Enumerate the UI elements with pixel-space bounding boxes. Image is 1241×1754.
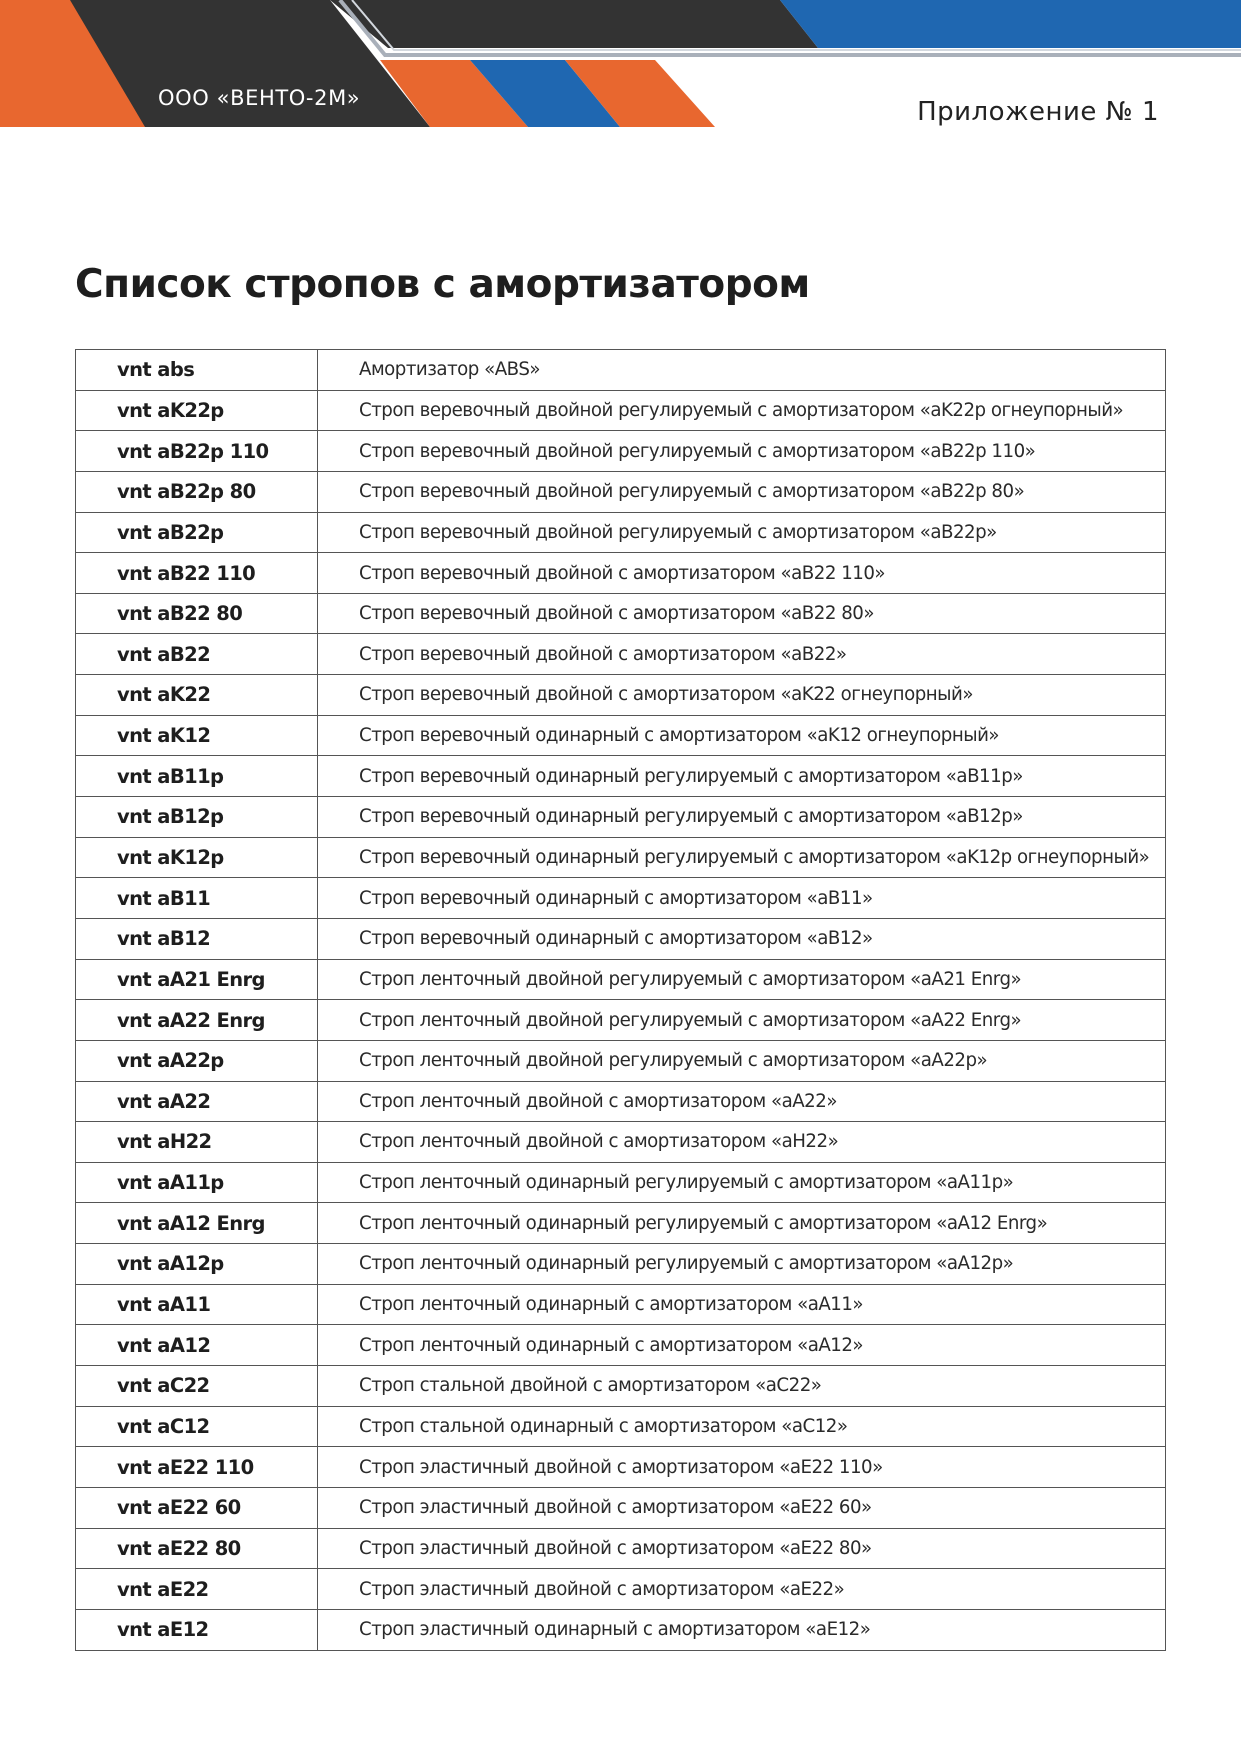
table-row xyxy=(76,1609,1166,1650)
product-description: Строп веревочный двойной регулируемый с амортизатором «aB22p 80» xyxy=(318,471,1166,512)
table-row xyxy=(76,1244,1166,1285)
product-description: Строп стальной двойной с амортизатором «aC22» xyxy=(318,1366,1166,1407)
table-row xyxy=(76,1447,1166,1488)
product-code: vnt aE22 110 xyxy=(76,1447,318,1488)
product-code: vnt aB22p 110 xyxy=(76,431,318,472)
product-description: Строп ленточный одинарный с амортизатором «aA12» xyxy=(318,1325,1166,1366)
table-row xyxy=(76,471,1166,512)
table-row xyxy=(76,1081,1166,1122)
table-row xyxy=(76,675,1166,716)
product-code: vnt aK12 xyxy=(76,715,318,756)
product-description: Строп ленточный одинарный регулируемый с амортизатором «aA11p» xyxy=(318,1162,1166,1203)
product-description: Строп веревочный одинарный регулируемый с амортизатором «aB11p» xyxy=(318,756,1166,797)
table-row xyxy=(76,756,1166,797)
appendix-label: Приложение № 1 xyxy=(917,97,1159,127)
product-code: vnt aA22p xyxy=(76,1040,318,1081)
product-description: Строп веревочный одинарный с амортизатором «aB12» xyxy=(318,918,1166,959)
table-row xyxy=(76,593,1166,634)
product-code: vnt aB11p xyxy=(76,756,318,797)
table-row xyxy=(76,1366,1166,1407)
product-code: vnt aA22 xyxy=(76,1081,318,1122)
product-code: vnt aA11 xyxy=(76,1284,318,1325)
product-description: Строп веревочный одинарный с амортизатором «aK12 огнеупорный» xyxy=(318,715,1166,756)
product-code: vnt aH22 xyxy=(76,1122,318,1163)
table-row xyxy=(76,1284,1166,1325)
product-description: Строп веревочный одинарный регулируемый с амортизатором «aB12p» xyxy=(318,797,1166,838)
table-row xyxy=(76,1406,1166,1447)
product-description: Строп ленточный двойной регулируемый с амортизатором «aA21 Enrg» xyxy=(318,959,1166,1000)
product-description: Строп ленточный двойной регулируемый с амортизатором «aA22p» xyxy=(318,1040,1166,1081)
table-row xyxy=(76,512,1166,553)
product-code: vnt aA11p xyxy=(76,1162,318,1203)
product-code: vnt aB22 xyxy=(76,634,318,675)
product-code: vnt aB22p 80 xyxy=(76,471,318,512)
product-code: vnt aE22 xyxy=(76,1569,318,1610)
company-name: ООО «ВЕНТО-2М» xyxy=(158,86,361,110)
product-code: vnt aA12p xyxy=(76,1244,318,1285)
product-code: vnt aK22p xyxy=(76,390,318,431)
table-row xyxy=(76,553,1166,594)
product-code: vnt aE22 60 xyxy=(76,1487,318,1528)
product-code: vnt aE22 80 xyxy=(76,1528,318,1569)
product-description: Строп веревочный двойной с амортизатором «aB22» xyxy=(318,634,1166,675)
product-code: vnt aB22p xyxy=(76,512,318,553)
product-description: Строп эластичный двойной с амортизатором «aE22 80» xyxy=(318,1528,1166,1569)
table-row xyxy=(76,918,1166,959)
product-description: Строп ленточный двойной с амортизатором «aA22» xyxy=(318,1081,1166,1122)
product-description: Строп веревочный одинарный регулируемый с амортизатором «aK12p огнеупорный» xyxy=(318,837,1166,878)
product-code: vnt aB11 xyxy=(76,878,318,919)
product-code: vnt aA12 Enrg xyxy=(76,1203,318,1244)
product-code: vnt aA12 xyxy=(76,1325,318,1366)
table-row xyxy=(76,1569,1166,1610)
product-description: Строп веревочный одинарный с амортизатором «aB11» xyxy=(318,878,1166,919)
product-code: vnt aB12 xyxy=(76,918,318,959)
banner-blue-right xyxy=(780,0,1241,48)
product-description: Строп веревочный двойной регулируемый с амортизатором «aB22p» xyxy=(318,512,1166,553)
product-code: vnt aA21 Enrg xyxy=(76,959,318,1000)
product-code: vnt abs xyxy=(76,350,318,391)
table-row xyxy=(76,1162,1166,1203)
banner-dark-sweep xyxy=(330,0,818,48)
table-row xyxy=(76,1203,1166,1244)
table-row xyxy=(76,797,1166,838)
table-row xyxy=(76,1325,1166,1366)
product-description: Амортизатор «ABS» xyxy=(318,350,1166,391)
product-description: Строп эластичный двойной с амортизатором «aE22 110» xyxy=(318,1447,1166,1488)
product-description: Строп ленточный одинарный с амортизатором «aA11» xyxy=(318,1284,1166,1325)
product-code: vnt aB22 110 xyxy=(76,553,318,594)
product-description: Строп эластичный одинарный с амортизатором «aE12» xyxy=(318,1609,1166,1650)
product-description: Строп веревочный двойной регулируемый с амортизатором «aB22p 110» xyxy=(318,431,1166,472)
product-description: Строп ленточный одинарный регулируемый с амортизатором «aA12p» xyxy=(318,1244,1166,1285)
product-code: vnt aC22 xyxy=(76,1366,318,1407)
product-code: vnt aA22 Enrg xyxy=(76,1000,318,1041)
shock-absorber-lanyards-table xyxy=(75,349,1166,1651)
table-row xyxy=(76,1528,1166,1569)
product-description: Строп веревочный двойной с амортизатором «aB22 80» xyxy=(318,593,1166,634)
table-row xyxy=(76,878,1166,919)
product-description: Строп эластичный двойной с амортизатором «aE22» xyxy=(318,1569,1166,1610)
table-row xyxy=(76,1122,1166,1163)
table-row xyxy=(76,1040,1166,1081)
product-description: Строп веревочный двойной с амортизатором «aK22 огнеупорный» xyxy=(318,675,1166,716)
product-code: vnt aB12p xyxy=(76,797,318,838)
product-code: vnt aK12p xyxy=(76,837,318,878)
product-description: Строп веревочный двойной регулируемый с амортизатором «aK22p огнеупорный» xyxy=(318,390,1166,431)
product-code: vnt aE12 xyxy=(76,1609,318,1650)
product-description: Строп ленточный двойной регулируемый с амортизатором «aA22 Enrg» xyxy=(318,1000,1166,1041)
product-code: vnt aC12 xyxy=(76,1406,318,1447)
table-row xyxy=(76,350,1166,391)
product-description: Строп эластичный двойной с амортизатором «aE22 60» xyxy=(318,1487,1166,1528)
product-description: Строп ленточный двойной с амортизатором «aH22» xyxy=(318,1122,1166,1163)
table-row xyxy=(76,715,1166,756)
page-title: Список стропов с амортизатором xyxy=(75,262,810,307)
table-row xyxy=(76,390,1166,431)
table-row xyxy=(76,634,1166,675)
product-code: vnt aB22 80 xyxy=(76,593,318,634)
product-description: Строп ленточный одинарный регулируемый с амортизатором «aA12 Enrg» xyxy=(318,1203,1166,1244)
product-description: Строп стальной одинарный с амортизатором «aC12» xyxy=(318,1406,1166,1447)
table-row xyxy=(76,959,1166,1000)
table-row xyxy=(76,431,1166,472)
product-description: Строп веревочный двойной с амортизатором «aB22 110» xyxy=(318,553,1166,594)
table-row xyxy=(76,1487,1166,1528)
table-row xyxy=(76,1000,1166,1041)
table-row xyxy=(76,837,1166,878)
product-code: vnt aK22 xyxy=(76,675,318,716)
